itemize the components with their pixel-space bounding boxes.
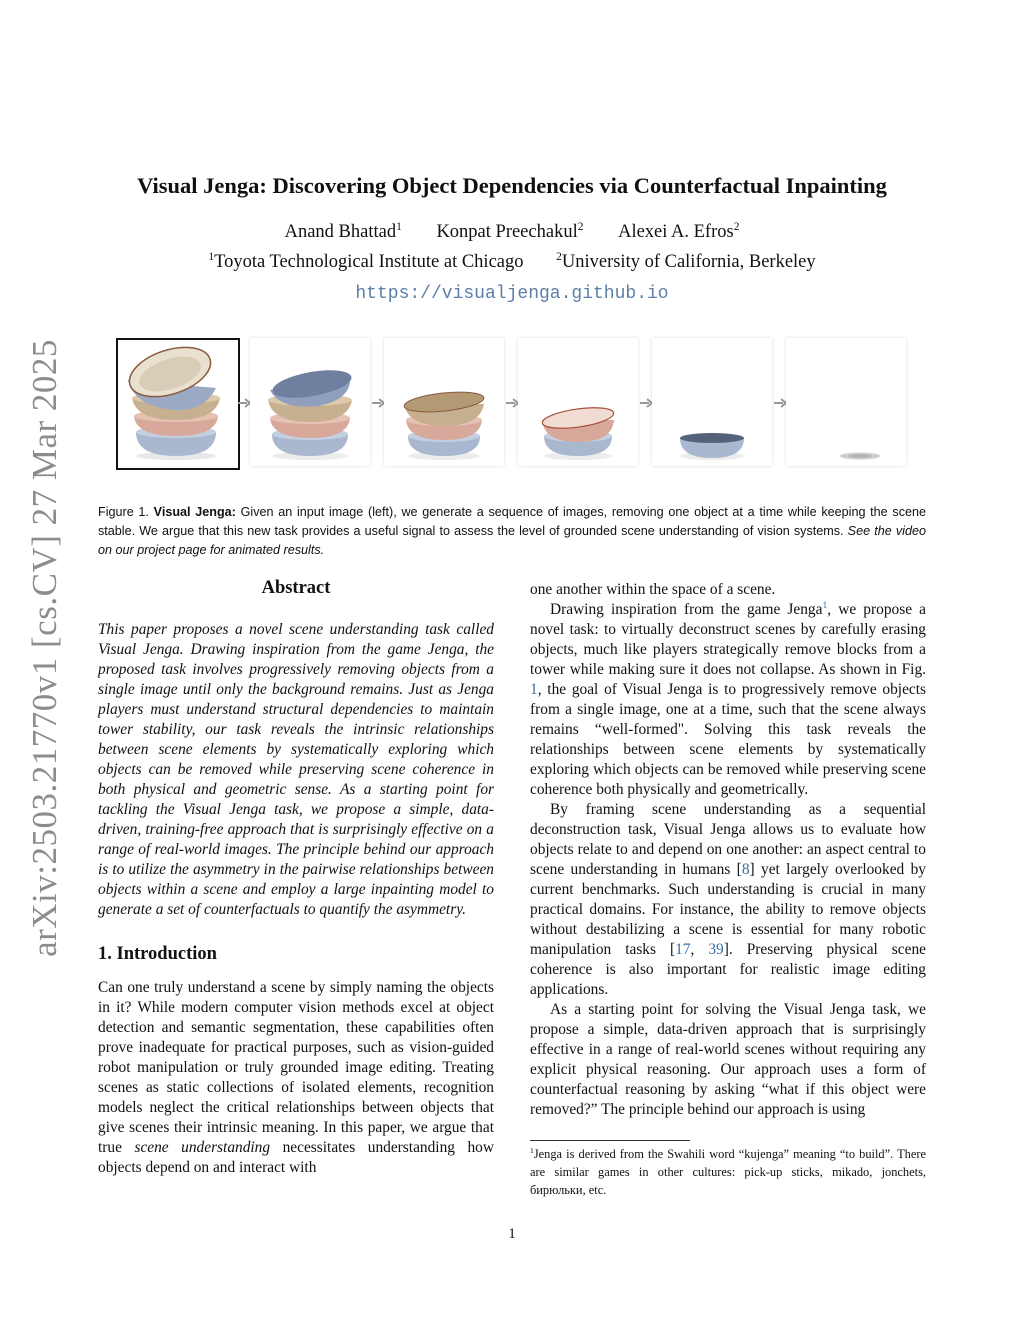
figure-ref-link[interactable]: 1 xyxy=(530,681,538,698)
affiliation: $^2$University of California, Berkeley xyxy=(556,250,816,272)
page-number: 1 xyxy=(508,1226,516,1242)
figure-frame-step-4 xyxy=(652,338,772,466)
intro-paragraph-4: As a starting point for solving the Visual Jenga task, we propose a simple, data-driven approach that is surprisingly effective in a range of real-world scenes without requiring any explicit physical reasoning. Our approach uses a form of counterfactual reasoning by asking “what if this object were removed?” The principle behind our approach is using xyxy=(530,1001,926,1118)
left-column xyxy=(98,578,494,1178)
figure-frame-step-5 xyxy=(786,338,906,466)
footnote-ref-link[interactable]: 1 xyxy=(822,599,828,611)
figure-frame-step-1 xyxy=(250,338,370,466)
intro-paragraph-1-continued: one another within the space of a scene. xyxy=(530,581,776,598)
intro-paragraph-3: By framing scene understanding as a sequential deconstruction task, Visual Jenga allows us to evaluate how objects relate to and depend on one another: an aspect central to scene understanding in humans [8] yet largely overlooked by current benchmarks. Such understanding is crucial in many practical domains. For instance, the ability to remove objects without destabilizing a scene is essential for many robotic manipulation tasks [17, 39]. Preserving physical scene coherence is also important for realistic image editing applications. xyxy=(530,801,926,998)
citation-link[interactable]: 8 xyxy=(741,861,750,878)
intro-paragraph-1: Can one truly understand a scene by simply naming the objects in it? While modern computer vision methods excel at object detection and semantic segmentation, these capabilities often prove inadequate for practical purposes, such as vision-guided robot manipulation or truly grounded image editing. Treating scenes as static collections of isolated elements, recognition models neglect the critical relationships between objects that give scenes their intrinsic meaning. In this paper, we argue that true scene understanding necessitates understanding how objects depend on and interact with xyxy=(98,979,494,1176)
author: Konpat Preechakul$^2$ xyxy=(436,220,584,242)
author: Alexei A. Efros$^2$ xyxy=(618,220,740,242)
arxiv-stamp: arXiv:2503.21770v1 [cs.CV] 27 Mar 2025 xyxy=(25,339,64,957)
figure-caption: Figure 1. Visual Jenga: Given an input image (left), we generate a sequence of images, removing one object at a time while keeping the scene stable. We argue that this new task provides a useful signal to assess the level of grounded scene understanding of vision systems. See the video on our project page for animated results. xyxy=(98,505,927,557)
footnote-divider xyxy=(530,1140,690,1141)
affiliation-list xyxy=(0,252,1024,273)
affiliation: $^1$Toyota Technological Institute at Chicago xyxy=(208,250,524,272)
intro-paragraph-2: Drawing inspiration from the game Jenga$^1$, we propose a novel task: to virtually deconstruct scenes by carefully erasing objects, much like players strategically remove blocks from a tower while making sure it does not collapse. As shown in Fig. 1, the goal of Visual Jenga is to progressively remove objects from a single image, one at a time, such that the scene always remains “well-formed". Solving this task reveals the relationships between scene elements by systematically exploring which objects can be removed while preserving scene coherence both physically and geometrically. xyxy=(530,599,926,798)
author: Anand Bhattad$^1$ xyxy=(284,220,402,242)
figure-frame-step-2 xyxy=(384,338,504,466)
footnote: $^1$Jenga is derived from the Swahili word “kujenga” meaning “to build”. There are similar games in other cultures: pick-up sticks, mikado, jonchets, бирюльки, etc. xyxy=(530,1145,926,1197)
section-heading-introduction: 1. Introduction xyxy=(98,944,217,964)
project-url-link[interactable]: https://visualjenga.github.io xyxy=(355,284,669,304)
citation-link[interactable]: 17 xyxy=(675,941,691,958)
figure-1 xyxy=(116,338,908,468)
figure-frame-step-3 xyxy=(518,338,638,466)
right-column xyxy=(530,580,926,1120)
citation-link[interactable]: 39 xyxy=(708,941,724,958)
author-list xyxy=(0,222,1024,243)
figure-frame-input xyxy=(116,338,240,470)
abstract-text: This paper proposes a novel scene understanding task called Visual Jenga. Drawing inspiration from the game Jenga, the proposed task involves progressively removing objects from a single image until only the background remains. Just as Jenga players must understand structural dependencies to maintain tower stability, our task reveals the intrinsic relationships between scene elements by systematically exploring which objects can be removed while preserving scene coherence in both physical and geometric sense. As a starting point for tackling the Visual Jenga task, we propose a simple, data-driven, training-free approach that is surprisingly effective on a range of real-world images. The principle behind our approach is to utilize the asymmetry in the pairwise relationships between objects within a scene and employ a large inpainting model to generate a set of counterfactuals to quantify the asymmetry. xyxy=(98,621,494,918)
abstract-heading: Abstract xyxy=(261,578,331,598)
paper-title: Visual Jenga: Discovering Object Dependencies via Counterfactual Inpainting xyxy=(137,173,887,198)
